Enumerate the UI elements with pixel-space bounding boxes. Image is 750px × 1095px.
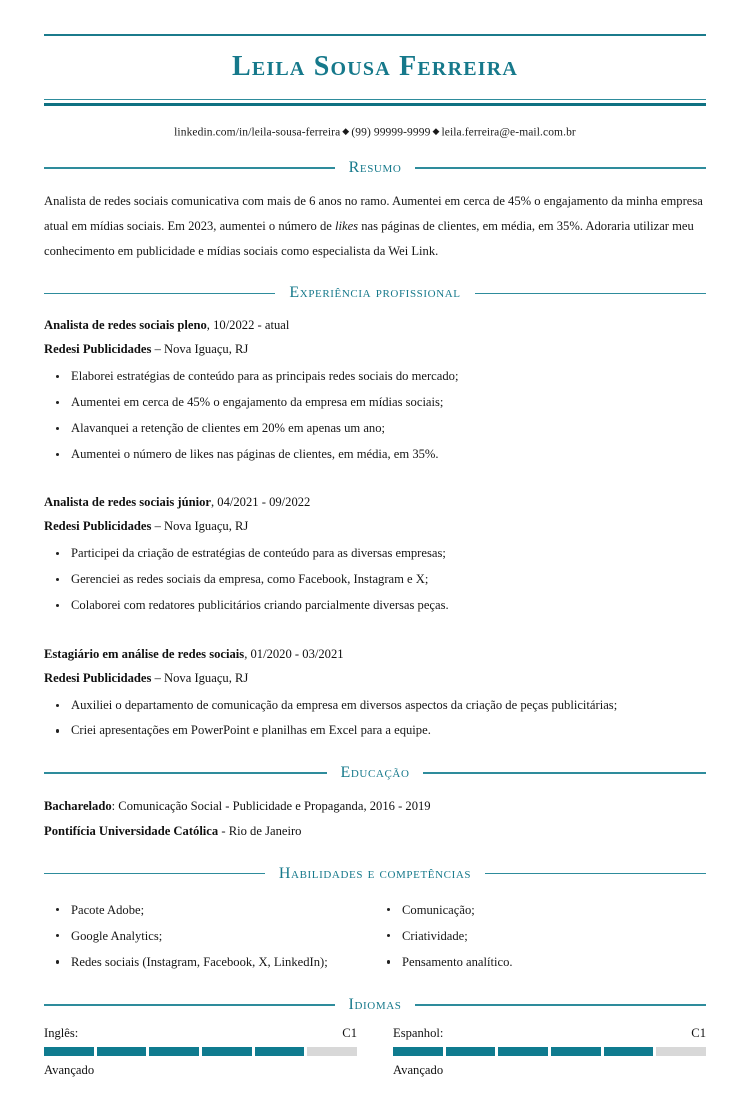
experience-entry xyxy=(44,643,706,744)
language-bar-segment-filled xyxy=(446,1047,496,1056)
section-rule-right xyxy=(475,293,706,295)
language-level-code: C1 xyxy=(342,1025,357,1040)
job-location: – Nova Iguaçu, RJ xyxy=(151,670,249,685)
experience-list xyxy=(44,314,706,744)
list-item: Google Analytics; xyxy=(44,923,375,949)
job-dates: , 10/2022 - atual xyxy=(206,318,290,333)
section-rule-right xyxy=(485,873,706,875)
section-rule-right xyxy=(423,772,706,774)
section-rule-left xyxy=(44,1004,335,1006)
job-location: – Nova Iguaçu, RJ xyxy=(151,519,249,534)
section-rule-right xyxy=(415,167,706,169)
language-level-bar xyxy=(44,1047,357,1056)
section-header-languages xyxy=(44,997,706,1013)
language-header-row xyxy=(44,1026,357,1041)
job-location: – Nova Iguaçu, RJ xyxy=(151,342,249,357)
section-title-summary: Resumo xyxy=(348,158,402,176)
job-role: Analista de redes sociais pleno xyxy=(44,318,207,333)
section-header-skills xyxy=(44,866,706,882)
list-item: Comunicação; xyxy=(375,897,706,923)
summary-emphasis: likes xyxy=(335,218,359,233)
job-role: Estagiário em análise de redes sociais xyxy=(44,646,245,661)
name-block xyxy=(44,36,706,97)
education-school-detail: - Rio de Janeiro xyxy=(218,824,302,839)
job-bullet-list xyxy=(44,693,706,745)
list-item: Participei da criação de estratégias de conteúdo para as diversas empresas; xyxy=(44,541,706,567)
skills-list-right xyxy=(375,897,706,976)
list-item: Pensamento analítico. xyxy=(375,949,706,975)
contact-separator-icon: ◆ xyxy=(342,126,350,137)
language-bar-segment-filled xyxy=(551,1047,601,1056)
list-item: Aumentei em cerca de 45% o engajamento da empresa em mídias sociais; xyxy=(44,390,706,416)
language-bar-segment-empty xyxy=(307,1047,357,1056)
section-rule-left xyxy=(44,293,275,295)
language-entry xyxy=(393,1026,706,1080)
education-school xyxy=(44,819,706,844)
contact-separator-icon: ◆ xyxy=(432,126,440,137)
language-level-label: Avançado xyxy=(393,1062,444,1077)
contact-phone: (99) 99999-9999 xyxy=(351,126,431,139)
summary-part-2: nas páginas de clientes, em média, em 35%. Adoraria utilizar meu conhecimento em publicidade e mídias sociais como especialista da Wei Link. xyxy=(44,218,694,259)
list-item: Colaborei com redatores publicitários criando parcialmente diversas peças. xyxy=(44,593,706,619)
list-item: Auxiliei o departamento de comunicação da empresa em diversos aspectos da criação de peças publicitárias; xyxy=(44,693,706,719)
list-item: Pacote Adobe; xyxy=(44,897,375,923)
contact-line xyxy=(44,106,706,139)
job-title-line xyxy=(44,314,706,338)
section-rule-left xyxy=(44,772,327,774)
section-header-summary xyxy=(44,160,706,176)
language-bar-segment-empty xyxy=(656,1047,706,1056)
list-item: Redes sociais (Instagram, Facebook, X, LinkedIn); xyxy=(44,949,375,975)
section-title-experience: Experiência profissional xyxy=(289,284,461,302)
experience-entry xyxy=(44,314,706,467)
list-item: Elaborei estratégias de conteúdo para as principais redes sociais do mercado; xyxy=(44,364,706,390)
language-name: Inglês: xyxy=(44,1025,79,1040)
language-name: Espanhol: xyxy=(393,1025,444,1040)
contact-linkedin[interactable]: linkedin.com/in/leila-sousa-ferreira xyxy=(174,126,341,139)
language-level-bar xyxy=(393,1047,706,1056)
section-title-skills: Habilidades e competências xyxy=(278,864,472,882)
language-bar-segment-filled xyxy=(498,1047,548,1056)
list-item: Gerenciei as redes sociais da empresa, como Facebook, Instagram e X; xyxy=(44,567,706,593)
section-rule-right xyxy=(415,1004,706,1006)
job-title-line xyxy=(44,643,706,667)
job-bullet-list xyxy=(44,364,706,467)
job-company: Redesi Publicidades xyxy=(44,670,152,685)
language-bar-segment-filled xyxy=(604,1047,654,1056)
summary-part-1: Analista de redes sociais comunicativa com mais de 6 anos no ramo. Aumentei em cerca de 45% o engajamento da minha empresa atual em mídias sociais. Em 2023, aumentei o número de xyxy=(44,193,703,233)
job-dates: , 01/2020 - 03/2021 xyxy=(244,646,344,661)
page-title: Leila Sousa Ferreira xyxy=(231,51,519,82)
language-bar-segment-filled xyxy=(202,1047,252,1056)
education-degree xyxy=(44,794,706,819)
job-company-line xyxy=(44,338,706,362)
education-degree-detail: : Comunicação Social - Publicidade e Propaganda, 2016 - 2019 xyxy=(111,799,431,814)
section-header-experience xyxy=(44,285,706,301)
skills-list-left xyxy=(44,897,375,976)
header-double-rule xyxy=(44,97,706,107)
job-company-line xyxy=(44,667,706,691)
section-title-languages: Idiomas xyxy=(348,995,402,1013)
job-title-line xyxy=(44,491,706,515)
list-item: Criei apresentações em PowerPoint e planilhas em Excel para a equipe. xyxy=(44,718,706,744)
section-header-education xyxy=(44,765,706,781)
language-level-label: Avançado xyxy=(44,1062,95,1077)
section-rule-left xyxy=(44,873,265,875)
language-bar-segment-filled xyxy=(97,1047,147,1056)
contact-email[interactable]: leila.ferreira@e-mail.com.br xyxy=(441,126,576,139)
job-role: Analista de redes sociais júnior xyxy=(44,495,211,510)
language-bar-segment-filled xyxy=(255,1047,305,1056)
education-degree-label: Bacharelado xyxy=(44,799,112,814)
skills-column-left xyxy=(44,895,375,976)
job-company: Redesi Publicidades xyxy=(44,519,152,534)
language-bar-segment-filled xyxy=(149,1047,199,1056)
experience-entry xyxy=(44,491,706,618)
languages-columns xyxy=(44,1026,706,1080)
resume-page xyxy=(0,34,750,1095)
section-title-education: Educação xyxy=(340,764,410,782)
summary-text xyxy=(44,189,706,265)
language-level-code: C1 xyxy=(691,1025,706,1040)
section-rule-left xyxy=(44,167,335,169)
education-school-name: Pontifícia Universidade Católica xyxy=(44,824,219,839)
list-item: Aumentei o número de likes nas páginas de clientes, em média, em 35%. xyxy=(44,442,706,468)
skills-column-right xyxy=(375,895,706,976)
language-header-row xyxy=(393,1026,706,1041)
list-item: Alavanquei a retenção de clientes em 20% em apenas um ano; xyxy=(44,416,706,442)
skills-columns xyxy=(44,895,706,976)
job-dates: , 04/2021 - 09/2022 xyxy=(211,495,311,510)
job-company-line xyxy=(44,515,706,539)
language-bar-segment-filled xyxy=(393,1047,443,1056)
language-entry xyxy=(44,1026,357,1080)
job-company: Redesi Publicidades xyxy=(44,342,152,357)
list-item: Criatividade; xyxy=(375,923,706,949)
job-bullet-list xyxy=(44,541,706,618)
language-bar-segment-filled xyxy=(44,1047,94,1056)
